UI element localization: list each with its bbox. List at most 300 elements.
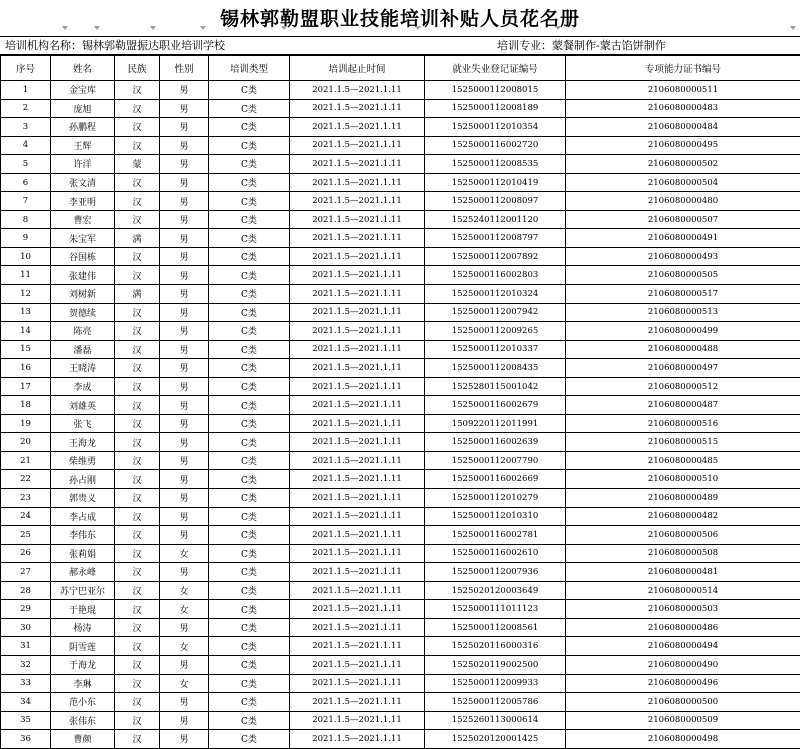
name-cell[interactable]: 张建伟: [51, 266, 115, 285]
employment-cert-cell[interactable]: 1525000112008797: [425, 229, 566, 248]
skill-cert-cell[interactable]: 2106080000499: [566, 322, 800, 341]
training-period-cell[interactable]: 2021.1.5—2021.1.11: [290, 118, 425, 137]
header-cell[interactable]: 专项能力证书编号: [566, 55, 800, 81]
skill-cert-cell[interactable]: 2106080000502: [566, 155, 800, 174]
skill-cert-cell[interactable]: 2106080000494: [566, 637, 800, 656]
name-cell[interactable]: 李占成: [51, 507, 115, 526]
ethnicity-cell[interactable]: 汉: [115, 507, 160, 526]
employment-cert-cell[interactable]: 1525240112001120: [425, 210, 566, 229]
training-period-cell[interactable]: 2021.1.5—2021.1.11: [290, 266, 425, 285]
row-number-cell[interactable]: 32: [1, 655, 51, 674]
gender-cell[interactable]: 男: [160, 526, 209, 545]
row-number-cell[interactable]: 19: [1, 414, 51, 433]
row-number-cell[interactable]: 8: [1, 210, 51, 229]
gender-cell[interactable]: 女: [160, 637, 209, 656]
gender-cell[interactable]: 男: [160, 173, 209, 192]
training-type-cell[interactable]: C类: [209, 637, 290, 656]
training-type-cell[interactable]: C类: [209, 118, 290, 137]
skill-cert-cell[interactable]: 2106080000482: [566, 507, 800, 526]
name-cell[interactable]: 李亚明: [51, 192, 115, 211]
gender-cell[interactable]: 男: [160, 693, 209, 712]
name-cell[interactable]: 阴雪莲: [51, 637, 115, 656]
training-period-cell[interactable]: 2021.1.5—2021.1.11: [290, 581, 425, 600]
gender-cell[interactable]: 男: [160, 711, 209, 730]
training-period-cell[interactable]: 2021.1.5—2021.1.11: [290, 730, 425, 749]
training-period-cell[interactable]: 2021.1.5—2021.1.11: [290, 81, 425, 100]
gender-cell[interactable]: 男: [160, 229, 209, 248]
ethnicity-cell[interactable]: 蒙: [115, 155, 160, 174]
employment-cert-cell[interactable]: 1525000116002610: [425, 544, 566, 563]
row-number-cell[interactable]: 6: [1, 173, 51, 192]
employment-cert-cell[interactable]: 1525020119002500: [425, 655, 566, 674]
employment-cert-cell[interactable]: 1525000112007936: [425, 563, 566, 582]
training-period-cell[interactable]: 2021.1.5—2021.1.11: [290, 210, 425, 229]
ethnicity-cell[interactable]: 汉: [115, 470, 160, 489]
gender-cell[interactable]: 男: [160, 118, 209, 137]
filter-dropdown-icon[interactable]: [62, 26, 68, 31]
ethnicity-cell[interactable]: 汉: [115, 637, 160, 656]
name-cell[interactable]: 刘树新: [51, 285, 115, 304]
training-type-cell[interactable]: C类: [209, 655, 290, 674]
ethnicity-cell[interactable]: 汉: [115, 693, 160, 712]
row-number-cell[interactable]: 17: [1, 377, 51, 396]
skill-cert-cell[interactable]: 2106080000485: [566, 451, 800, 470]
employment-cert-cell[interactable]: 1525000116002803: [425, 266, 566, 285]
employment-cert-cell[interactable]: 1525000112010419: [425, 173, 566, 192]
filter-dropdown-icon[interactable]: [415, 26, 421, 31]
ethnicity-cell[interactable]: 汉: [115, 581, 160, 600]
row-number-cell[interactable]: 35: [1, 711, 51, 730]
training-period-cell[interactable]: 2021.1.5—2021.1.11: [290, 173, 425, 192]
gender-cell[interactable]: 男: [160, 247, 209, 266]
training-period-cell[interactable]: 2021.1.5—2021.1.11: [290, 285, 425, 304]
skill-cert-cell[interactable]: 2106080000498: [566, 730, 800, 749]
header-cell[interactable]: 姓名: [51, 55, 115, 81]
ethnicity-cell[interactable]: 汉: [115, 136, 160, 155]
employment-cert-cell[interactable]: 1525020120003649: [425, 581, 566, 600]
training-type-cell[interactable]: C类: [209, 192, 290, 211]
gender-cell[interactable]: 男: [160, 377, 209, 396]
employment-cert-cell[interactable]: 1525000112010279: [425, 489, 566, 508]
row-number-cell[interactable]: 36: [1, 730, 51, 749]
training-period-cell[interactable]: 2021.1.5—2021.1.11: [290, 674, 425, 693]
ethnicity-cell[interactable]: 满: [115, 229, 160, 248]
training-period-cell[interactable]: 2021.1.5—2021.1.11: [290, 637, 425, 656]
training-period-cell[interactable]: 2021.1.5—2021.1.11: [290, 229, 425, 248]
training-type-cell[interactable]: C类: [209, 303, 290, 322]
training-type-cell[interactable]: C类: [209, 247, 290, 266]
employment-cert-cell[interactable]: 1525000112010324: [425, 285, 566, 304]
name-cell[interactable]: 范小东: [51, 693, 115, 712]
training-type-cell[interactable]: C类: [209, 526, 290, 545]
name-cell[interactable]: 王晓涛: [51, 359, 115, 378]
ethnicity-cell[interactable]: 汉: [115, 210, 160, 229]
row-number-cell[interactable]: 2: [1, 99, 51, 118]
ethnicity-cell[interactable]: 汉: [115, 340, 160, 359]
gender-cell[interactable]: 女: [160, 544, 209, 563]
employment-cert-cell[interactable]: 1525000116002639: [425, 433, 566, 452]
skill-cert-cell[interactable]: 2106080000493: [566, 247, 800, 266]
training-period-cell[interactable]: 2021.1.5—2021.1.11: [290, 136, 425, 155]
training-period-cell[interactable]: 2021.1.5—2021.1.11: [290, 340, 425, 359]
gender-cell[interactable]: 男: [160, 322, 209, 341]
ethnicity-cell[interactable]: 汉: [115, 118, 160, 137]
ethnicity-cell[interactable]: 汉: [115, 99, 160, 118]
ethnicity-cell[interactable]: 汉: [115, 563, 160, 582]
skill-cert-cell[interactable]: 2106080000503: [566, 600, 800, 619]
ethnicity-cell[interactable]: 汉: [115, 526, 160, 545]
ethnicity-cell[interactable]: 汉: [115, 433, 160, 452]
training-period-cell[interactable]: 2021.1.5—2021.1.11: [290, 155, 425, 174]
training-type-cell[interactable]: C类: [209, 173, 290, 192]
training-period-cell[interactable]: 2021.1.5—2021.1.11: [290, 377, 425, 396]
training-period-cell[interactable]: 2021.1.5—2021.1.11: [290, 396, 425, 415]
training-period-cell[interactable]: 2021.1.5—2021.1.11: [290, 618, 425, 637]
gender-cell[interactable]: 男: [160, 99, 209, 118]
training-type-cell[interactable]: C类: [209, 99, 290, 118]
name-cell[interactable]: 张伟东: [51, 711, 115, 730]
row-number-cell[interactable]: 24: [1, 507, 51, 526]
employment-cert-cell[interactable]: 1525000116002720: [425, 136, 566, 155]
gender-cell[interactable]: 男: [160, 618, 209, 637]
name-cell[interactable]: 杨涛: [51, 618, 115, 637]
name-cell[interactable]: 金宝库: [51, 81, 115, 100]
training-period-cell[interactable]: 2021.1.5—2021.1.11: [290, 99, 425, 118]
training-type-cell[interactable]: C类: [209, 711, 290, 730]
employment-cert-cell[interactable]: 1525000112009265: [425, 322, 566, 341]
skill-cert-cell[interactable]: 2106080000483: [566, 99, 800, 118]
training-type-cell[interactable]: C类: [209, 359, 290, 378]
ethnicity-cell[interactable]: 汉: [115, 655, 160, 674]
training-type-cell[interactable]: C类: [209, 489, 290, 508]
gender-cell[interactable]: 男: [160, 340, 209, 359]
ethnicity-cell[interactable]: 汉: [115, 247, 160, 266]
training-type-cell[interactable]: C类: [209, 451, 290, 470]
row-number-cell[interactable]: 20: [1, 433, 51, 452]
training-type-cell[interactable]: C类: [209, 285, 290, 304]
employment-cert-cell[interactable]: 1525000116002781: [425, 526, 566, 545]
training-period-cell[interactable]: 2021.1.5—2021.1.11: [290, 711, 425, 730]
training-type-cell[interactable]: C类: [209, 693, 290, 712]
skill-cert-cell[interactable]: 2106080000505: [566, 266, 800, 285]
name-cell[interactable]: 朱宝军: [51, 229, 115, 248]
filter-dropdown-icon[interactable]: [555, 26, 561, 31]
skill-cert-cell[interactable]: 2106080000487: [566, 396, 800, 415]
ethnicity-cell[interactable]: 汉: [115, 451, 160, 470]
skill-cert-cell[interactable]: 2106080000513: [566, 303, 800, 322]
skill-cert-cell[interactable]: 2106080000490: [566, 655, 800, 674]
skill-cert-cell[interactable]: 2106080000481: [566, 563, 800, 582]
skill-cert-cell[interactable]: 2106080000509: [566, 711, 800, 730]
gender-cell[interactable]: 男: [160, 359, 209, 378]
row-number-cell[interactable]: 31: [1, 637, 51, 656]
header-cell[interactable]: 性别: [160, 55, 209, 81]
training-type-cell[interactable]: C类: [209, 507, 290, 526]
training-period-cell[interactable]: 2021.1.5—2021.1.11: [290, 526, 425, 545]
row-number-cell[interactable]: 3: [1, 118, 51, 137]
employment-cert-cell[interactable]: 1525000112008435: [425, 359, 566, 378]
training-type-cell[interactable]: C类: [209, 377, 290, 396]
training-type-cell[interactable]: C类: [209, 229, 290, 248]
skill-cert-cell[interactable]: 2106080000497: [566, 359, 800, 378]
employment-cert-cell[interactable]: 1525000112007790: [425, 451, 566, 470]
row-number-cell[interactable]: 9: [1, 229, 51, 248]
training-type-cell[interactable]: C类: [209, 618, 290, 637]
training-type-cell[interactable]: C类: [209, 396, 290, 415]
training-period-cell[interactable]: 2021.1.5—2021.1.11: [290, 489, 425, 508]
name-cell[interactable]: 贺德续: [51, 303, 115, 322]
gender-cell[interactable]: 男: [160, 414, 209, 433]
training-type-cell[interactable]: C类: [209, 136, 290, 155]
ethnicity-cell[interactable]: 汉: [115, 600, 160, 619]
gender-cell[interactable]: 男: [160, 192, 209, 211]
ethnicity-cell[interactable]: 汉: [115, 303, 160, 322]
row-number-cell[interactable]: 12: [1, 285, 51, 304]
employment-cert-cell[interactable]: 1525000112010337: [425, 340, 566, 359]
training-type-cell[interactable]: C类: [209, 730, 290, 749]
row-number-cell[interactable]: 18: [1, 396, 51, 415]
training-major[interactable]: 培训专业：蒙餐制作-蒙古馅饼制作: [497, 37, 666, 55]
skill-cert-cell[interactable]: 2106080000488: [566, 340, 800, 359]
skill-cert-cell[interactable]: 2106080000511: [566, 81, 800, 100]
name-cell[interactable]: 张莉娟: [51, 544, 115, 563]
training-period-cell[interactable]: 2021.1.5—2021.1.11: [290, 563, 425, 582]
header-cell[interactable]: 就业失业登记证编号: [425, 55, 566, 81]
employment-cert-cell[interactable]: 1525000112008535: [425, 155, 566, 174]
training-period-cell[interactable]: 2021.1.5—2021.1.11: [290, 414, 425, 433]
training-type-cell[interactable]: C类: [209, 544, 290, 563]
training-type-cell[interactable]: C类: [209, 674, 290, 693]
row-number-cell[interactable]: 15: [1, 340, 51, 359]
skill-cert-cell[interactable]: 2106080000480: [566, 192, 800, 211]
gender-cell[interactable]: 男: [160, 285, 209, 304]
ethnicity-cell[interactable]: 汉: [115, 544, 160, 563]
filter-dropdown-icon[interactable]: [200, 26, 206, 31]
gender-cell[interactable]: 男: [160, 489, 209, 508]
skill-cert-cell[interactable]: 2106080000484: [566, 118, 800, 137]
employment-cert-cell[interactable]: 1525000112010310: [425, 507, 566, 526]
ethnicity-cell[interactable]: 汉: [115, 322, 160, 341]
gender-cell[interactable]: 女: [160, 600, 209, 619]
ethnicity-cell[interactable]: 汉: [115, 489, 160, 508]
filter-dropdown-icon[interactable]: [281, 26, 287, 31]
gender-cell[interactable]: 男: [160, 655, 209, 674]
skill-cert-cell[interactable]: 2106080000496: [566, 674, 800, 693]
name-cell[interactable]: 张飞: [51, 414, 115, 433]
training-type-cell[interactable]: C类: [209, 155, 290, 174]
employment-cert-cell[interactable]: 1525000116002679: [425, 396, 566, 415]
skill-cert-cell[interactable]: 2106080000515: [566, 433, 800, 452]
row-number-cell[interactable]: 33: [1, 674, 51, 693]
employment-cert-cell[interactable]: 1525000112007942: [425, 303, 566, 322]
row-number-cell[interactable]: 13: [1, 303, 51, 322]
name-cell[interactable]: 苏宁巴亚尔: [51, 581, 115, 600]
name-cell[interactable]: 曹宏: [51, 210, 115, 229]
name-cell[interactable]: 刘雄英: [51, 396, 115, 415]
name-cell[interactable]: 孙占刚: [51, 470, 115, 489]
name-cell[interactable]: 李琳: [51, 674, 115, 693]
name-cell[interactable]: 于海龙: [51, 655, 115, 674]
ethnicity-cell[interactable]: 汉: [115, 377, 160, 396]
training-type-cell[interactable]: C类: [209, 563, 290, 582]
header-cell[interactable]: 培训起止时间: [290, 55, 425, 81]
training-period-cell[interactable]: 2021.1.5—2021.1.11: [290, 247, 425, 266]
header-cell[interactable]: 序号: [1, 55, 51, 81]
filter-dropdown-icon[interactable]: [790, 26, 796, 31]
training-type-cell[interactable]: C类: [209, 414, 290, 433]
row-number-cell[interactable]: 4: [1, 136, 51, 155]
gender-cell[interactable]: 男: [160, 303, 209, 322]
name-cell[interactable]: 张文清: [51, 173, 115, 192]
training-type-cell[interactable]: C类: [209, 322, 290, 341]
gender-cell[interactable]: 男: [160, 81, 209, 100]
employment-cert-cell[interactable]: 1525020120001425: [425, 730, 566, 749]
gender-cell[interactable]: 男: [160, 433, 209, 452]
name-cell[interactable]: 庞旭: [51, 99, 115, 118]
name-cell[interactable]: 陈亮: [51, 322, 115, 341]
ethnicity-cell[interactable]: 满: [115, 285, 160, 304]
skill-cert-cell[interactable]: 2106080000512: [566, 377, 800, 396]
training-period-cell[interactable]: 2021.1.5—2021.1.11: [290, 470, 425, 489]
training-period-cell[interactable]: 2021.1.5—2021.1.11: [290, 693, 425, 712]
gender-cell[interactable]: 男: [160, 470, 209, 489]
training-type-cell[interactable]: C类: [209, 600, 290, 619]
employment-cert-cell[interactable]: 1525000112005786: [425, 693, 566, 712]
skill-cert-cell[interactable]: 2106080000516: [566, 414, 800, 433]
training-period-cell[interactable]: 2021.1.5—2021.1.11: [290, 192, 425, 211]
row-number-cell[interactable]: 28: [1, 581, 51, 600]
skill-cert-cell[interactable]: 2106080000500: [566, 693, 800, 712]
gender-cell[interactable]: 男: [160, 396, 209, 415]
filter-dropdown-icon[interactable]: [94, 26, 100, 31]
training-period-cell[interactable]: 2021.1.5—2021.1.11: [290, 451, 425, 470]
row-number-cell[interactable]: 27: [1, 563, 51, 582]
ethnicity-cell[interactable]: 汉: [115, 81, 160, 100]
filter-dropdown-icon[interactable]: [150, 26, 156, 31]
header-cell[interactable]: 民族: [115, 55, 160, 81]
skill-cert-cell[interactable]: 2106080000507: [566, 210, 800, 229]
row-number-cell[interactable]: 7: [1, 192, 51, 211]
ethnicity-cell[interactable]: 汉: [115, 359, 160, 378]
ethnicity-cell[interactable]: 汉: [115, 173, 160, 192]
training-type-cell[interactable]: C类: [209, 340, 290, 359]
skill-cert-cell[interactable]: 2106080000510: [566, 470, 800, 489]
name-cell[interactable]: 孙鹏程: [51, 118, 115, 137]
ethnicity-cell[interactable]: 汉: [115, 396, 160, 415]
ethnicity-cell[interactable]: 汉: [115, 674, 160, 693]
ethnicity-cell[interactable]: 汉: [115, 730, 160, 749]
name-cell[interactable]: 谷国栋: [51, 247, 115, 266]
gender-cell[interactable]: 男: [160, 136, 209, 155]
row-number-cell[interactable]: 1: [1, 81, 51, 100]
ethnicity-cell[interactable]: 汉: [115, 618, 160, 637]
name-cell[interactable]: 曹颜: [51, 730, 115, 749]
employment-cert-cell[interactable]: 1525020116000316: [425, 637, 566, 656]
skill-cert-cell[interactable]: 2106080000514: [566, 581, 800, 600]
row-number-cell[interactable]: 10: [1, 247, 51, 266]
training-period-cell[interactable]: 2021.1.5—2021.1.11: [290, 507, 425, 526]
gender-cell[interactable]: 男: [160, 563, 209, 582]
training-type-cell[interactable]: C类: [209, 470, 290, 489]
employment-cert-cell[interactable]: 1525000116002669: [425, 470, 566, 489]
employment-cert-cell[interactable]: 1525000112009933: [425, 674, 566, 693]
training-type-cell[interactable]: C类: [209, 581, 290, 600]
training-period-cell[interactable]: 2021.1.5—2021.1.11: [290, 600, 425, 619]
row-number-cell[interactable]: 11: [1, 266, 51, 285]
name-cell[interactable]: 王海龙: [51, 433, 115, 452]
training-period-cell[interactable]: 2021.1.5—2021.1.11: [290, 544, 425, 563]
row-number-cell[interactable]: 14: [1, 322, 51, 341]
employment-cert-cell[interactable]: 1525000112007892: [425, 247, 566, 266]
header-cell[interactable]: 培训类型: [209, 55, 290, 81]
row-number-cell[interactable]: 22: [1, 470, 51, 489]
row-number-cell[interactable]: 29: [1, 600, 51, 619]
employment-cert-cell[interactable]: 1525000112008561: [425, 618, 566, 637]
employment-cert-cell[interactable]: 1525000112008015: [425, 81, 566, 100]
row-number-cell[interactable]: 23: [1, 489, 51, 508]
employment-cert-cell[interactable]: 1509220112011991: [425, 414, 566, 433]
row-number-cell[interactable]: 21: [1, 451, 51, 470]
training-type-cell[interactable]: C类: [209, 266, 290, 285]
skill-cert-cell[interactable]: 2106080000517: [566, 285, 800, 304]
training-type-cell[interactable]: C类: [209, 210, 290, 229]
gender-cell[interactable]: 男: [160, 507, 209, 526]
gender-cell[interactable]: 男: [160, 155, 209, 174]
employment-cert-cell[interactable]: 1525000111011123: [425, 600, 566, 619]
ethnicity-cell[interactable]: 汉: [115, 711, 160, 730]
training-type-cell[interactable]: C类: [209, 433, 290, 452]
skill-cert-cell[interactable]: 2106080000495: [566, 136, 800, 155]
name-cell[interactable]: 李伟东: [51, 526, 115, 545]
gender-cell[interactable]: 女: [160, 674, 209, 693]
row-number-cell[interactable]: 30: [1, 618, 51, 637]
gender-cell[interactable]: 男: [160, 451, 209, 470]
training-org-name[interactable]: 培训机构名称：锡林郭勒盟振达职业培训学校: [5, 37, 225, 55]
training-period-cell[interactable]: 2021.1.5—2021.1.11: [290, 655, 425, 674]
skill-cert-cell[interactable]: 2106080000491: [566, 229, 800, 248]
gender-cell[interactable]: 男: [160, 266, 209, 285]
name-cell[interactable]: 潘磊: [51, 340, 115, 359]
employment-cert-cell[interactable]: 1525000112008189: [425, 99, 566, 118]
training-period-cell[interactable]: 2021.1.5—2021.1.11: [290, 322, 425, 341]
gender-cell[interactable]: 男: [160, 730, 209, 749]
employment-cert-cell[interactable]: 1525000112010354: [425, 118, 566, 137]
name-cell[interactable]: 许洋: [51, 155, 115, 174]
training-period-cell[interactable]: 2021.1.5—2021.1.11: [290, 359, 425, 378]
skill-cert-cell[interactable]: 2106080000486: [566, 618, 800, 637]
skill-cert-cell[interactable]: 2106080000489: [566, 489, 800, 508]
name-cell[interactable]: 柴维勇: [51, 451, 115, 470]
row-number-cell[interactable]: 16: [1, 359, 51, 378]
gender-cell[interactable]: 男: [160, 210, 209, 229]
name-cell[interactable]: 李成: [51, 377, 115, 396]
employment-cert-cell[interactable]: 1525280115001042: [425, 377, 566, 396]
training-period-cell[interactable]: 2021.1.5—2021.1.11: [290, 433, 425, 452]
row-number-cell[interactable]: 34: [1, 693, 51, 712]
skill-cert-cell[interactable]: 2106080000506: [566, 526, 800, 545]
row-number-cell[interactable]: 26: [1, 544, 51, 563]
skill-cert-cell[interactable]: 2106080000508: [566, 544, 800, 563]
skill-cert-cell[interactable]: 2106080000504: [566, 173, 800, 192]
training-period-cell[interactable]: 2021.1.5—2021.1.11: [290, 303, 425, 322]
row-number-cell[interactable]: 5: [1, 155, 51, 174]
name-cell[interactable]: 郝永峰: [51, 563, 115, 582]
gender-cell[interactable]: 女: [160, 581, 209, 600]
name-cell[interactable]: 郭贵义: [51, 489, 115, 508]
row-number-cell[interactable]: 25: [1, 526, 51, 545]
employment-cert-cell[interactable]: 1525260113000614: [425, 711, 566, 730]
name-cell[interactable]: 于艳琨: [51, 600, 115, 619]
